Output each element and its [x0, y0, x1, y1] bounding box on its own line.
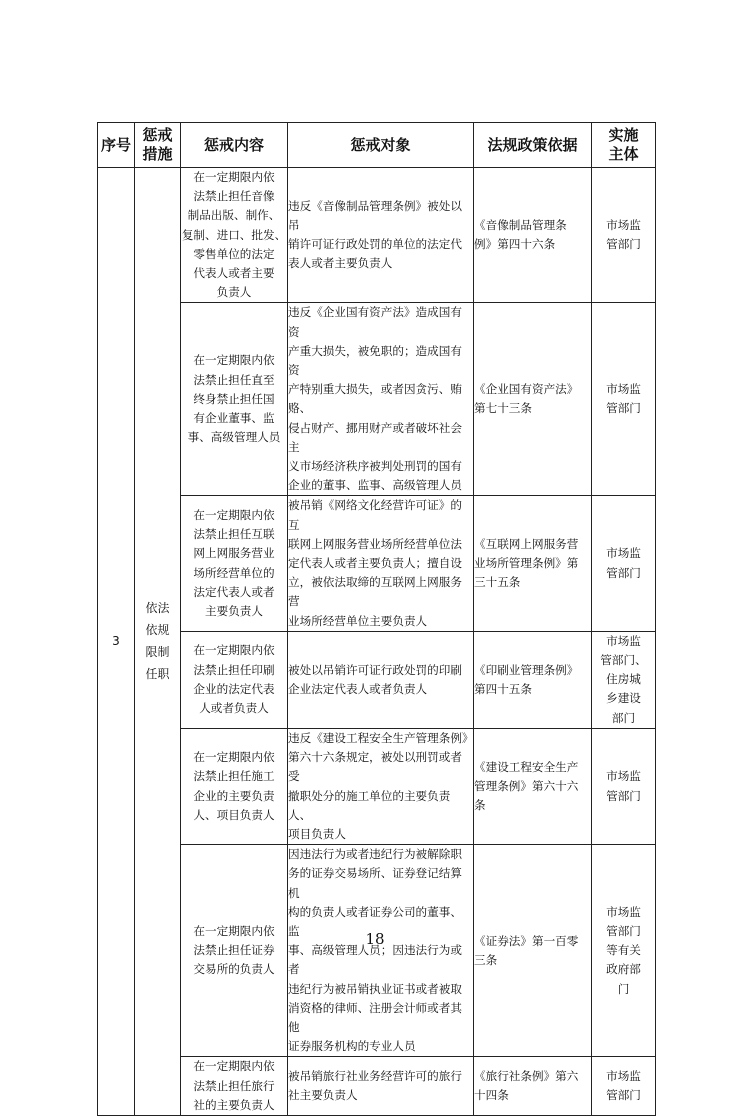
basis-cell-line: 《印刷业管理条例》 [474, 662, 579, 677]
target-cell-line: 证券服务机构的专业人员 [288, 1039, 416, 1054]
target-cell-line: 立，被依法取缔的互联网上网服务营 [288, 575, 462, 609]
content-cell [181, 496, 288, 631]
target-cell-line: 第六十六条规定，被处以刑罚或者受 [288, 750, 462, 784]
subject-cell-line: 部门 [611, 710, 636, 725]
subject-cell-line: 门 [617, 981, 630, 996]
basis-cell-line: 第七十三条 [474, 401, 532, 416]
target-cell-line: 企业法定代表人或者负责人 [288, 681, 428, 696]
content-cell-line: 在一定期限内依 [193, 353, 275, 368]
content-cell [181, 168, 288, 303]
subject-cell-line: 等有关 [606, 943, 641, 958]
target-cell-line: 项目负责人 [288, 826, 346, 841]
subject-cell-line: 市场监 [606, 546, 641, 561]
content-cell-line: 有企业董事、监 [193, 411, 275, 426]
content-cell-line: 在一定期限内依 [193, 923, 275, 938]
target-cell [288, 631, 474, 728]
content-cell-line: 人、项目负责人 [193, 807, 275, 822]
content-cell-line: 在一定期限内依 [193, 1059, 275, 1074]
subject-cell-line: 乡建设 [606, 691, 641, 706]
target-cell-line: 企业的董事、监事、高级管理人员 [288, 478, 462, 493]
target-cell-line: 撤职处分的施工单位的主要负责人、 [288, 788, 451, 822]
target-cell [288, 496, 474, 631]
content-cell-line: 代表人或者主要 [193, 266, 275, 281]
subject-cell-line: 住房城 [606, 672, 641, 687]
table-row [98, 1057, 656, 1116]
group-seq-cell: 3 [98, 168, 135, 1116]
header-basis: 法规政策依据 [474, 123, 592, 168]
content-cell-line: 在一定期限内依 [193, 508, 275, 523]
target-cell-line: 联网上网服务营业场所经营单位法 [288, 536, 462, 551]
table-header-row [98, 123, 656, 168]
content-cell-line: 企业的法定代表 [193, 681, 275, 696]
content-cell-line: 法禁止担任直至 [193, 372, 275, 387]
subject-cell-line: 管部门 [606, 237, 641, 252]
basis-cell [474, 303, 592, 496]
target-cell-line: 被吊销《网络文化经营许可证》的互 [288, 498, 462, 532]
basis-cell-line: 三条 [474, 952, 498, 967]
subject-cell-line: 市场监 [606, 633, 641, 648]
subject-cell [592, 303, 656, 496]
table-row [98, 728, 656, 844]
basis-cell-line: 条 [474, 798, 486, 813]
basis-cell-line: 《旅行社条例》第六 [474, 1068, 579, 1083]
measure-line: 依法 [145, 601, 170, 616]
table-row [98, 168, 656, 303]
table-row [98, 845, 656, 1057]
basis-cell-line: 《证券法》第一百零 [474, 933, 579, 948]
subject-cell-line: 管部门 [606, 401, 641, 416]
target-cell [288, 168, 474, 303]
content-cell-line: 企业的主要负责 [193, 788, 275, 803]
page-number: 18 [365, 930, 385, 948]
subject-cell-line: 管部门 [606, 923, 641, 938]
content-cell-line: 法禁止担任印刷 [193, 662, 275, 677]
target-cell-line: 因违法行为或者违纪行为被解除职 [288, 847, 462, 862]
subject-cell [592, 496, 656, 631]
subject-cell-line: 市场监 [606, 218, 641, 232]
subject-cell [592, 631, 656, 728]
header-measure-line-1: 惩戒 [142, 126, 173, 144]
group-measure-cell [135, 168, 181, 1116]
content-cell-line: 制品出版、制作、 [187, 208, 281, 223]
target-cell-line: 社主要负责人 [288, 1088, 358, 1103]
target-cell-line: 构的负责人或者证券公司的董事、监 [288, 904, 462, 938]
content-cell-line: 法禁止担任旅行 [193, 1078, 275, 1093]
content-cell [181, 1057, 288, 1116]
content-cell [181, 303, 288, 496]
subject-cell-line: 管部门、 [600, 653, 647, 668]
target-cell-line: 务的证券交易场所、证券登记结算机 [288, 866, 462, 900]
subject-cell-line: 市场监 [606, 904, 641, 919]
target-cell-line: 违反《企业国有资产法》造成国有资 [288, 305, 462, 339]
content-cell-line: 场所经营单位的 [193, 565, 275, 580]
content-cell-line: 在一定期限内依 [193, 750, 275, 765]
content-cell-line: 法禁止担任证券 [193, 943, 275, 958]
content-cell-line: 事、高级管理人员 [187, 430, 281, 445]
subject-cell [592, 728, 656, 844]
subject-cell-line: 市场监 [606, 1068, 641, 1083]
target-cell [288, 1057, 474, 1116]
header-seq: 序号 [98, 123, 135, 168]
content-cell [181, 845, 288, 1057]
measure-line: 任职 [145, 667, 170, 682]
content-cell [181, 728, 288, 844]
subject-cell-line: 管部门 [606, 788, 641, 803]
header-measure-line-2: 措施 [142, 145, 173, 163]
target-cell-line: 表人或者主要负责人 [288, 256, 393, 271]
target-cell-line: 业场所经营单位主要负责人 [288, 613, 428, 628]
content-cell-line: 交易所的负责人 [193, 962, 275, 977]
content-cell-line: 主要负责人 [205, 604, 263, 619]
subject-cell [592, 168, 656, 303]
basis-cell-line: 《互联网上网服务营 [474, 536, 579, 551]
basis-cell-line: 例》第四十六条 [474, 237, 556, 252]
content-cell-line: 法禁止担任音像 [193, 189, 275, 204]
measure-line: 限制 [145, 645, 170, 660]
basis-cell-line: 三十五条 [474, 575, 521, 590]
target-cell-line: 产重大损失，被免职的；造成国有资 [288, 343, 462, 378]
content-cell-line: 负责人 [216, 285, 252, 300]
target-cell-line: 违反《音像制品管理条例》被处以吊 [288, 198, 462, 232]
header-measure [135, 123, 181, 168]
basis-cell [474, 631, 592, 728]
subject-cell [592, 845, 656, 1057]
target-cell [288, 303, 474, 496]
content-cell-line: 法禁止担任施工 [193, 769, 275, 784]
content-cell-line: 零售单位的法定 [193, 246, 275, 261]
content-cell-line: 法定代表人或者 [193, 584, 275, 599]
basis-cell-line: 《音像制品管理条 [474, 218, 567, 232]
target-cell [288, 728, 474, 844]
content-cell [181, 631, 288, 728]
subject-cell-line: 市场监 [606, 382, 641, 397]
measure-line: 依规 [145, 623, 170, 638]
basis-cell [474, 168, 592, 303]
header-subject-line-2: 主体 [608, 145, 639, 163]
header-subject [592, 123, 656, 168]
basis-cell-line: 《企业国有资产法》 [474, 382, 579, 397]
content-cell-line: 法禁止担任互联 [193, 527, 275, 542]
content-cell-line: 终身禁止担任国 [193, 391, 275, 406]
target-cell-line: 事、高级管理人员；因违法行为或者 [288, 943, 462, 977]
target-cell-line: 销许可证行政处罚的单位的法定代 [288, 237, 462, 252]
table-body [98, 168, 656, 1116]
basis-cell [474, 728, 592, 844]
basis-cell [474, 1057, 592, 1116]
target-cell-line: 被处以吊销许可证行政处罚的印刷 [288, 662, 462, 677]
basis-cell-line: 十四条 [474, 1088, 509, 1103]
subject-cell-line: 政府部 [606, 962, 641, 977]
target-cell-line: 被吊销旅行社业务经营许可的旅行 [288, 1068, 462, 1083]
target-cell-line: 消资格的律师、注册会计师或者其他 [288, 1000, 462, 1034]
content-cell-line: 网上网服务营业 [193, 546, 275, 561]
credit-penalty-table [97, 122, 656, 1116]
target-cell-line: 定代表人或者主要负责人；擅自设 [288, 556, 462, 571]
header-subject-line-1: 实施 [608, 126, 639, 144]
target-cell-line: 违纪行为被吊销执业证书或者被取 [288, 981, 462, 996]
subject-cell [592, 1057, 656, 1116]
basis-cell [474, 496, 592, 631]
header-target: 惩戒对象 [288, 123, 474, 168]
basis-cell-line: 《建设工程安全生产 [474, 759, 579, 774]
basis-cell-line: 第四十五条 [474, 681, 532, 696]
target-cell-line: 侵占财产、挪用财产或者破坏社会主 [288, 420, 462, 454]
subject-cell-line: 管部门 [606, 1088, 641, 1103]
table-row [98, 303, 656, 496]
content-cell-line: 人或者负责人 [199, 701, 269, 716]
basis-cell [474, 845, 592, 1057]
header-content: 惩戒内容 [181, 123, 288, 168]
table-row [98, 631, 656, 728]
content-cell-line: 在一定期限内依 [193, 643, 275, 658]
basis-cell-line: 业场所管理条例》第 [474, 556, 579, 571]
target-cell-line: 义市场经济秩序被判处刑罚的国有 [288, 459, 462, 474]
subject-cell-line: 市场监 [606, 769, 641, 784]
target-cell [288, 845, 474, 1057]
table-row [98, 496, 656, 631]
target-cell-line: 产特别重大损失，或者因贪污、贿赂、 [288, 382, 462, 416]
content-cell-line: 在一定期限内依 [193, 170, 275, 184]
subject-cell-line: 管部门 [606, 565, 641, 580]
content-cell-line: 复制、进口、批发、 [181, 227, 287, 242]
target-cell-line: 违反《建设工程安全生产管理条例》 [288, 730, 474, 745]
basis-cell-line: 管理条例》第六十六 [474, 778, 579, 793]
content-cell-line: 社的主要负责人 [193, 1097, 275, 1112]
